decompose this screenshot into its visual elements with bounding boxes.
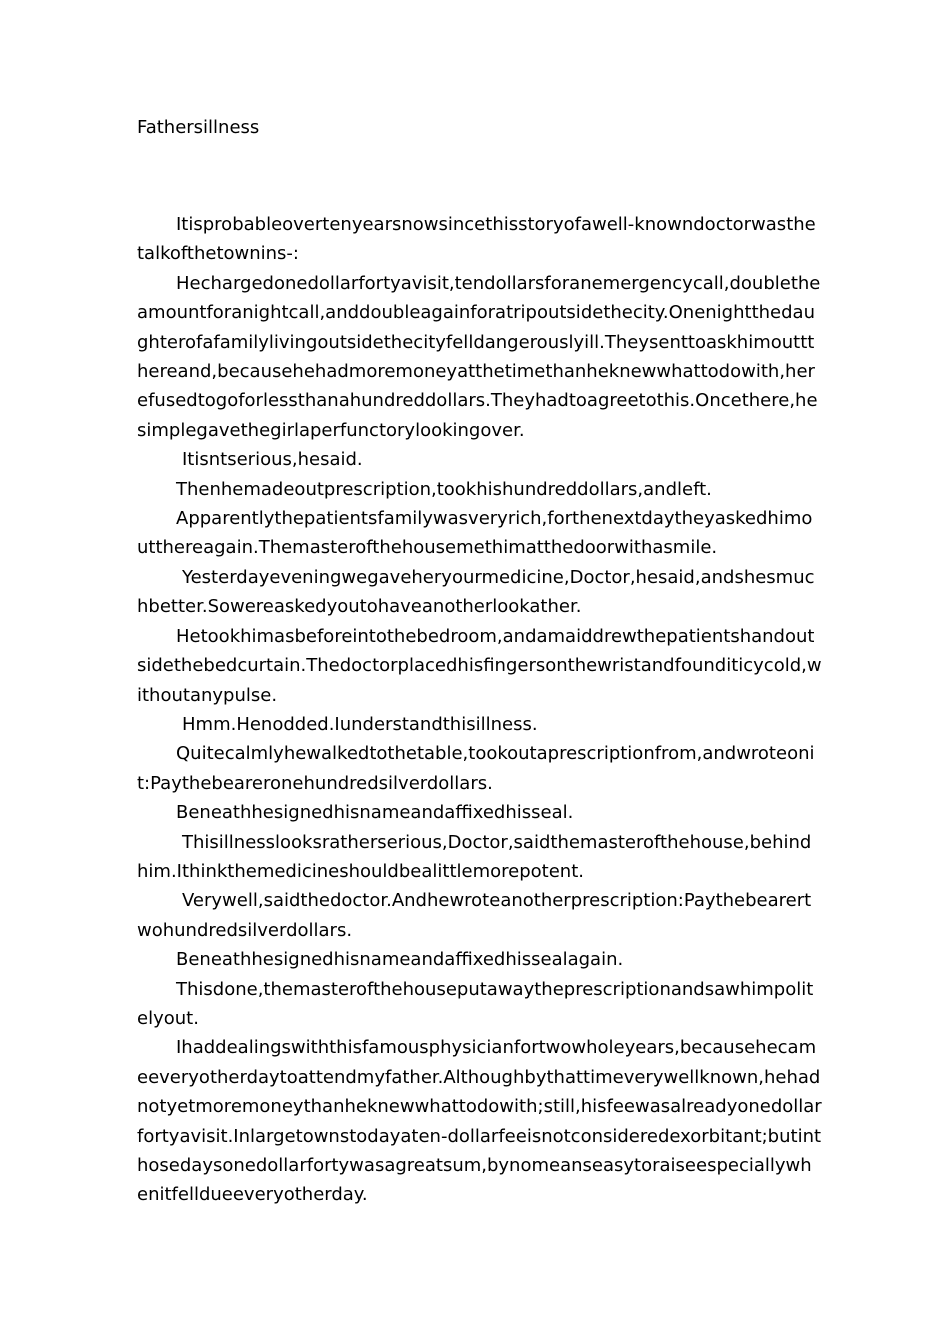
paragraph: Hetookhimasbeforeintothebedroom,andamaiddrewthepatientshandoutsidethebedcurtain.Thedoctorplacedhisfingersonthewristandfounditicycold,withoutanypulse. xyxy=(137,625,822,706)
paragraph: Itisntserious,hesaid. xyxy=(182,449,363,471)
paragraph: Quitecalmlyhewalkedtothetable,tookoutaprescriptionfrom,andwroteonit:Paythebeareronehundredsilverdollars. xyxy=(137,743,815,794)
document-title: Fathersillness xyxy=(137,117,260,138)
paragraph: Ihaddealingswiththisfamousphysicianfortwowholeyears,becausehecameeveryotherdaytoattendmyfather.Althoughbythattimeverywellknown,hehadnotyetmoremoneythanheknewwhattodowith;still,hisfeewasalreadyonedollarfortyavisit.Inlargetownstodayaten-dollarfeeisnotconsideredexorbitant;butinthosedaysonedollarfortywasagreatsum,bynomeanseasytoraiseespeciallywhenitfelldueeveryotherday. xyxy=(137,1037,822,1206)
document-body xyxy=(137,210,822,1210)
paragraph: Beneathhesignedhisnameandaffixedhisseal. xyxy=(176,802,574,824)
paragraph: Hechargedonedollarfortyavisit,tendollarsforanemergencycall,doubletheamountforanightcall,anddoubleagainforatripoutsidethecity.Onenightthedaughterofafamilylivingoutsidethecityfelldangerouslyill.Theysenttoaskhimouttthereand,becausehehadmoremoneyatthetimethanheknewwhattodowith,herefusedtogoforlessthanahundreddollars.Theyhadtoagreetothis.Oncethere,hesimplegavethegirlaperfunctorylookingover. xyxy=(137,272,821,441)
paragraph: Verywell,saidthedoctor.Andhewroteanotherprescription:Paythebearertwohundredsilverdollars. xyxy=(137,890,812,941)
paragraph: Thisdone,themasterofthehouseputawaytheprescriptionandsawhimpolitelyout. xyxy=(137,978,814,1029)
paragraph: Yesterdayeveningwegaveheryourmedicine,Doctor,hesaid,andshesmuchbetter.Sowereaskedyoutohaveanotherlookather. xyxy=(137,566,815,618)
paragraph: Thisillnesslooksratherserious,Doctor,saidthemasterofthehouse,behindhim.Ithinkthemedicineshouldbealittlemorepotent. xyxy=(137,831,812,882)
paragraph: Itisprobableovertenyearsnowsincethisstoryofawell-knowndoctorwasthetalkofthetownins-: xyxy=(137,214,816,265)
paragraph: Beneathhesignedhisnameandaffixedhissealagain. xyxy=(176,949,624,971)
paragraph: Thenhemadeoutprescription,tookhishundreddollars,andleft. xyxy=(176,478,712,500)
paragraph: Hmm.Henodded.Iunderstandthisillness. xyxy=(182,713,538,735)
paragraph: Apparentlythepatientsfamilywasveryrich,forthenextdaytheyaskedhimoutthereagain.Themasterofthehousemethimatthedoorwithasmile. xyxy=(137,508,813,559)
